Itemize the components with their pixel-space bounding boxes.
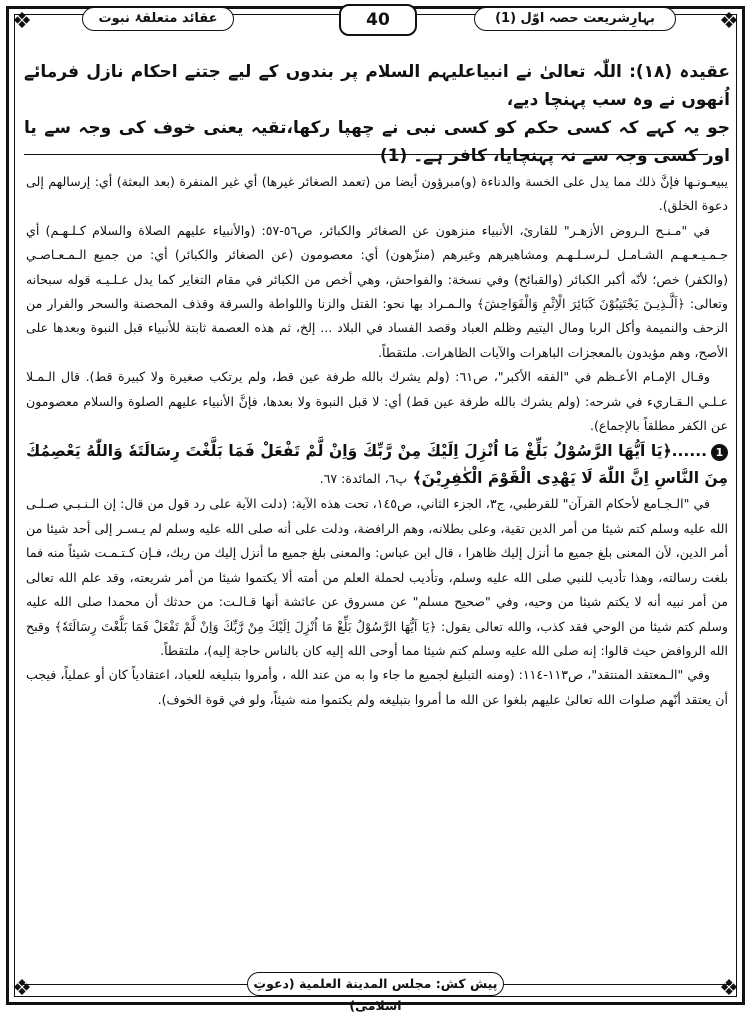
verse-prefix: ...... xyxy=(671,442,707,461)
urdu-line-2: جو یہ کہے کہ کسی حکم کو کسی نبی نے چھپا رکھا،تقیہ یعنی خوف کی وجہ سے یا اور کسی وجہ سے نہ پہنچایا، کافر ہے۔ (1) xyxy=(24,118,730,166)
corner-ornament-icon: ❖ xyxy=(9,976,35,1002)
footnote-separator xyxy=(24,154,708,155)
chapter-title: عقائد متعلقۂ نبوت xyxy=(82,7,234,31)
quran-verse-note xyxy=(26,438,728,492)
urdu-line-1: عقیدہ (۱۸): اللّٰہ تعالیٰ نے انبیاعلیہم السلام پر بندوں کے لیے جتنے احکام نازل فرمائے اُنھوں نے وہ سب پہنچا دیے، xyxy=(24,62,730,110)
verse-reference: پ٦، المائدة: ٦٧. xyxy=(319,471,408,487)
corner-ornament-icon: ❖ xyxy=(9,9,35,35)
note-paragraph: في "مـنـح الـروض الأزهـر" للقارئ، الأنبياء منزهون عن الصغائر والكبائر، ص٥٦-٥٧: (والأنبياء عليهم الصلاة والسلام كـلـهـم) أي جـمـيـعـهـم الشـامـل لـرسـلـهـم ومشاهيرهم وغيرهم (منزّهون) أي: معصومون (عن الصغائر والكبائر) أي: من جميع الـمـعـاصـي (والكفر) خص؛ لأنّه أكبر الكبائر (والقبائح) وفي نسخة: والفواحش، وهي أخص من الكبائر في مقام التغاير كما يدل عـلـيـه قوله سبحانه وتعالى: ﴿اَلَّـذِيـنَ يَجْتَنِبُوْنَ كَبَائِرَ الْاِثْمِ وَالْفَوَاحِشَ﴾ والـمـراد بها نحو: القتل والزنا واللواطة والسرقة وقذف المحصنة والسحر والفرار من الزحف والنميمة وأكل الربا ومال اليتيم وظلم العباد وقصد الفساد في البلاد ... إلخ، ثم هذه العصمة ثابتة للأنبياء قبل النبوة وبعدها على الأصح، وهم مؤيدون بالمعجزات الباهرات والآيات الظاهرات. ملتقطاً. xyxy=(26,222,728,360)
page-header xyxy=(22,4,731,34)
page-footer xyxy=(0,972,753,1013)
note-paragraph: في "الـجـامع لأحكام القرآن" للقرطبي، ج٣، الجزء الثاني، ص١٤٥، تحت هذه الآية: (دلت الآية على رد قول من قال: إن الـنـبـي صـلـى الله عليه وسلم كتم شيئا من أمر الدين تقية، وعلى بطلانه، وهم الرافضة، ودلت على أنه صلى الله عليه وسلم لم يـسـر إلى أحد شيئا من أمر الدين، لأن المعنى بلغ جميع ما أنزل إليك ظاهرا ، قال ابن عباس: والمعنى بلغ جميع ما أنزل إليك من ربك، فـإن كـتـمـت شيئاً منه فما بلغت رسالته، وهذا تأديب للنبي صلى الله عليه وسلم، وتأديب لحملة العلم من أمته ألا يكتموا شيئا من أمر شريعته، وقد علم الله تعالى من أمر نبيه أنه لا يكتم شيئا من وحيه، وفي "صحيح مسلم" عن مسروق عن عائشة أنها قـالـت: من حدثك أن محمدا صلى الله عليه وسلم كتم شيئا من الوحي فقد كذب، والله تعالى يقول: ﴿يَا اَيُّهَا الرَّسُوْلُ بَلِّغْ مَا اُنْزِلَ اِلَيْكَ مِنْ رَّبِّكَ وَاِنْ لَّمْ تَفْعَلْ فَمَا بَلَّغْتَ رِسَالَتَهٗ﴾ وقبح الله الروافض حيث قالوا: إنه صلى الله عليه وسلم كتم شيئا مما أوحى الله إليه كان بالناس حاجة إليه)، ملتقطاً. xyxy=(26,496,728,658)
corner-ornament-icon: ❖ xyxy=(716,976,742,1002)
verse-text: ﴿يَا اَيُّهَا الرَّسُوْلُ بَلِّغْ مَا اُنْزِلَ اِلَيْكَ مِنْ رَّبِّكَ وَاِنْ لَّمْ تَفْعَلْ فَمَا بَلَّغْتَ رِسَالَتَهٗ وَاللّٰهُ يَعْصِمُكَ مِنَ النَّاسِ اِنَّ اللّٰهَ لَا يَهْدِى الْقَوْمَ الْكٰفِرِيْنَ﴾ xyxy=(26,442,728,488)
note-paragraph: وفي "الـمعتقد المنتقد"، ص١١٣-١١٤: (ومنه التبليغ لجميع ما جاء وا به من عند الله ، وأمروا بتبليغه للعباد، اعتقادياً كان أو عملياً، فيجب أن يعتقد أنّهم صلوات الله تعالىٰ عليهم بلغوا عن الله ما أمروا بتبليغه ولم يكتموا منه شيئاً، ولو في قوة الخوف). xyxy=(26,667,728,707)
footnote-marker: 1 xyxy=(711,444,728,461)
book-title: بہارِشریعت حصہ اوّل (1) xyxy=(474,7,676,31)
footnotes-block xyxy=(26,170,728,712)
note-paragraph: وقـال الإمـام الأعـظم في "الفقه الأكبر"، ص٦١: (ولم يشرك بالله طرفة عين قط، ولم يرتكب صغيرة ولا كبيرة قط). قال الـمـلا عـلـي الـقـاريء في شرحه: (ولم يشرك بالله طرفة عين قط) أي: لا قبل النبوة ولا بعدها، فإنَّ الأنبياء عليهم الصلوة والسلام معصومون عن الكفر مطلقاً بالإجماع). xyxy=(26,369,728,434)
note-paragraph: يبيعـونـها فإنَّ ذلك مما يدل على الخسة والدناءة (و)مبرؤون أيضا من (تعمد الصغائر غيرها) أي غير المنفرة (بعد البعثة) أي: إرسالهم إلى دعوة الخلق). xyxy=(26,174,728,214)
page-number: 40 xyxy=(339,4,417,36)
publisher-credit: پیش کش: مجلس المدينة العلمية (دعوتِ اسلامی) xyxy=(247,972,504,996)
corner-ornament-icon: ❖ xyxy=(716,9,742,35)
